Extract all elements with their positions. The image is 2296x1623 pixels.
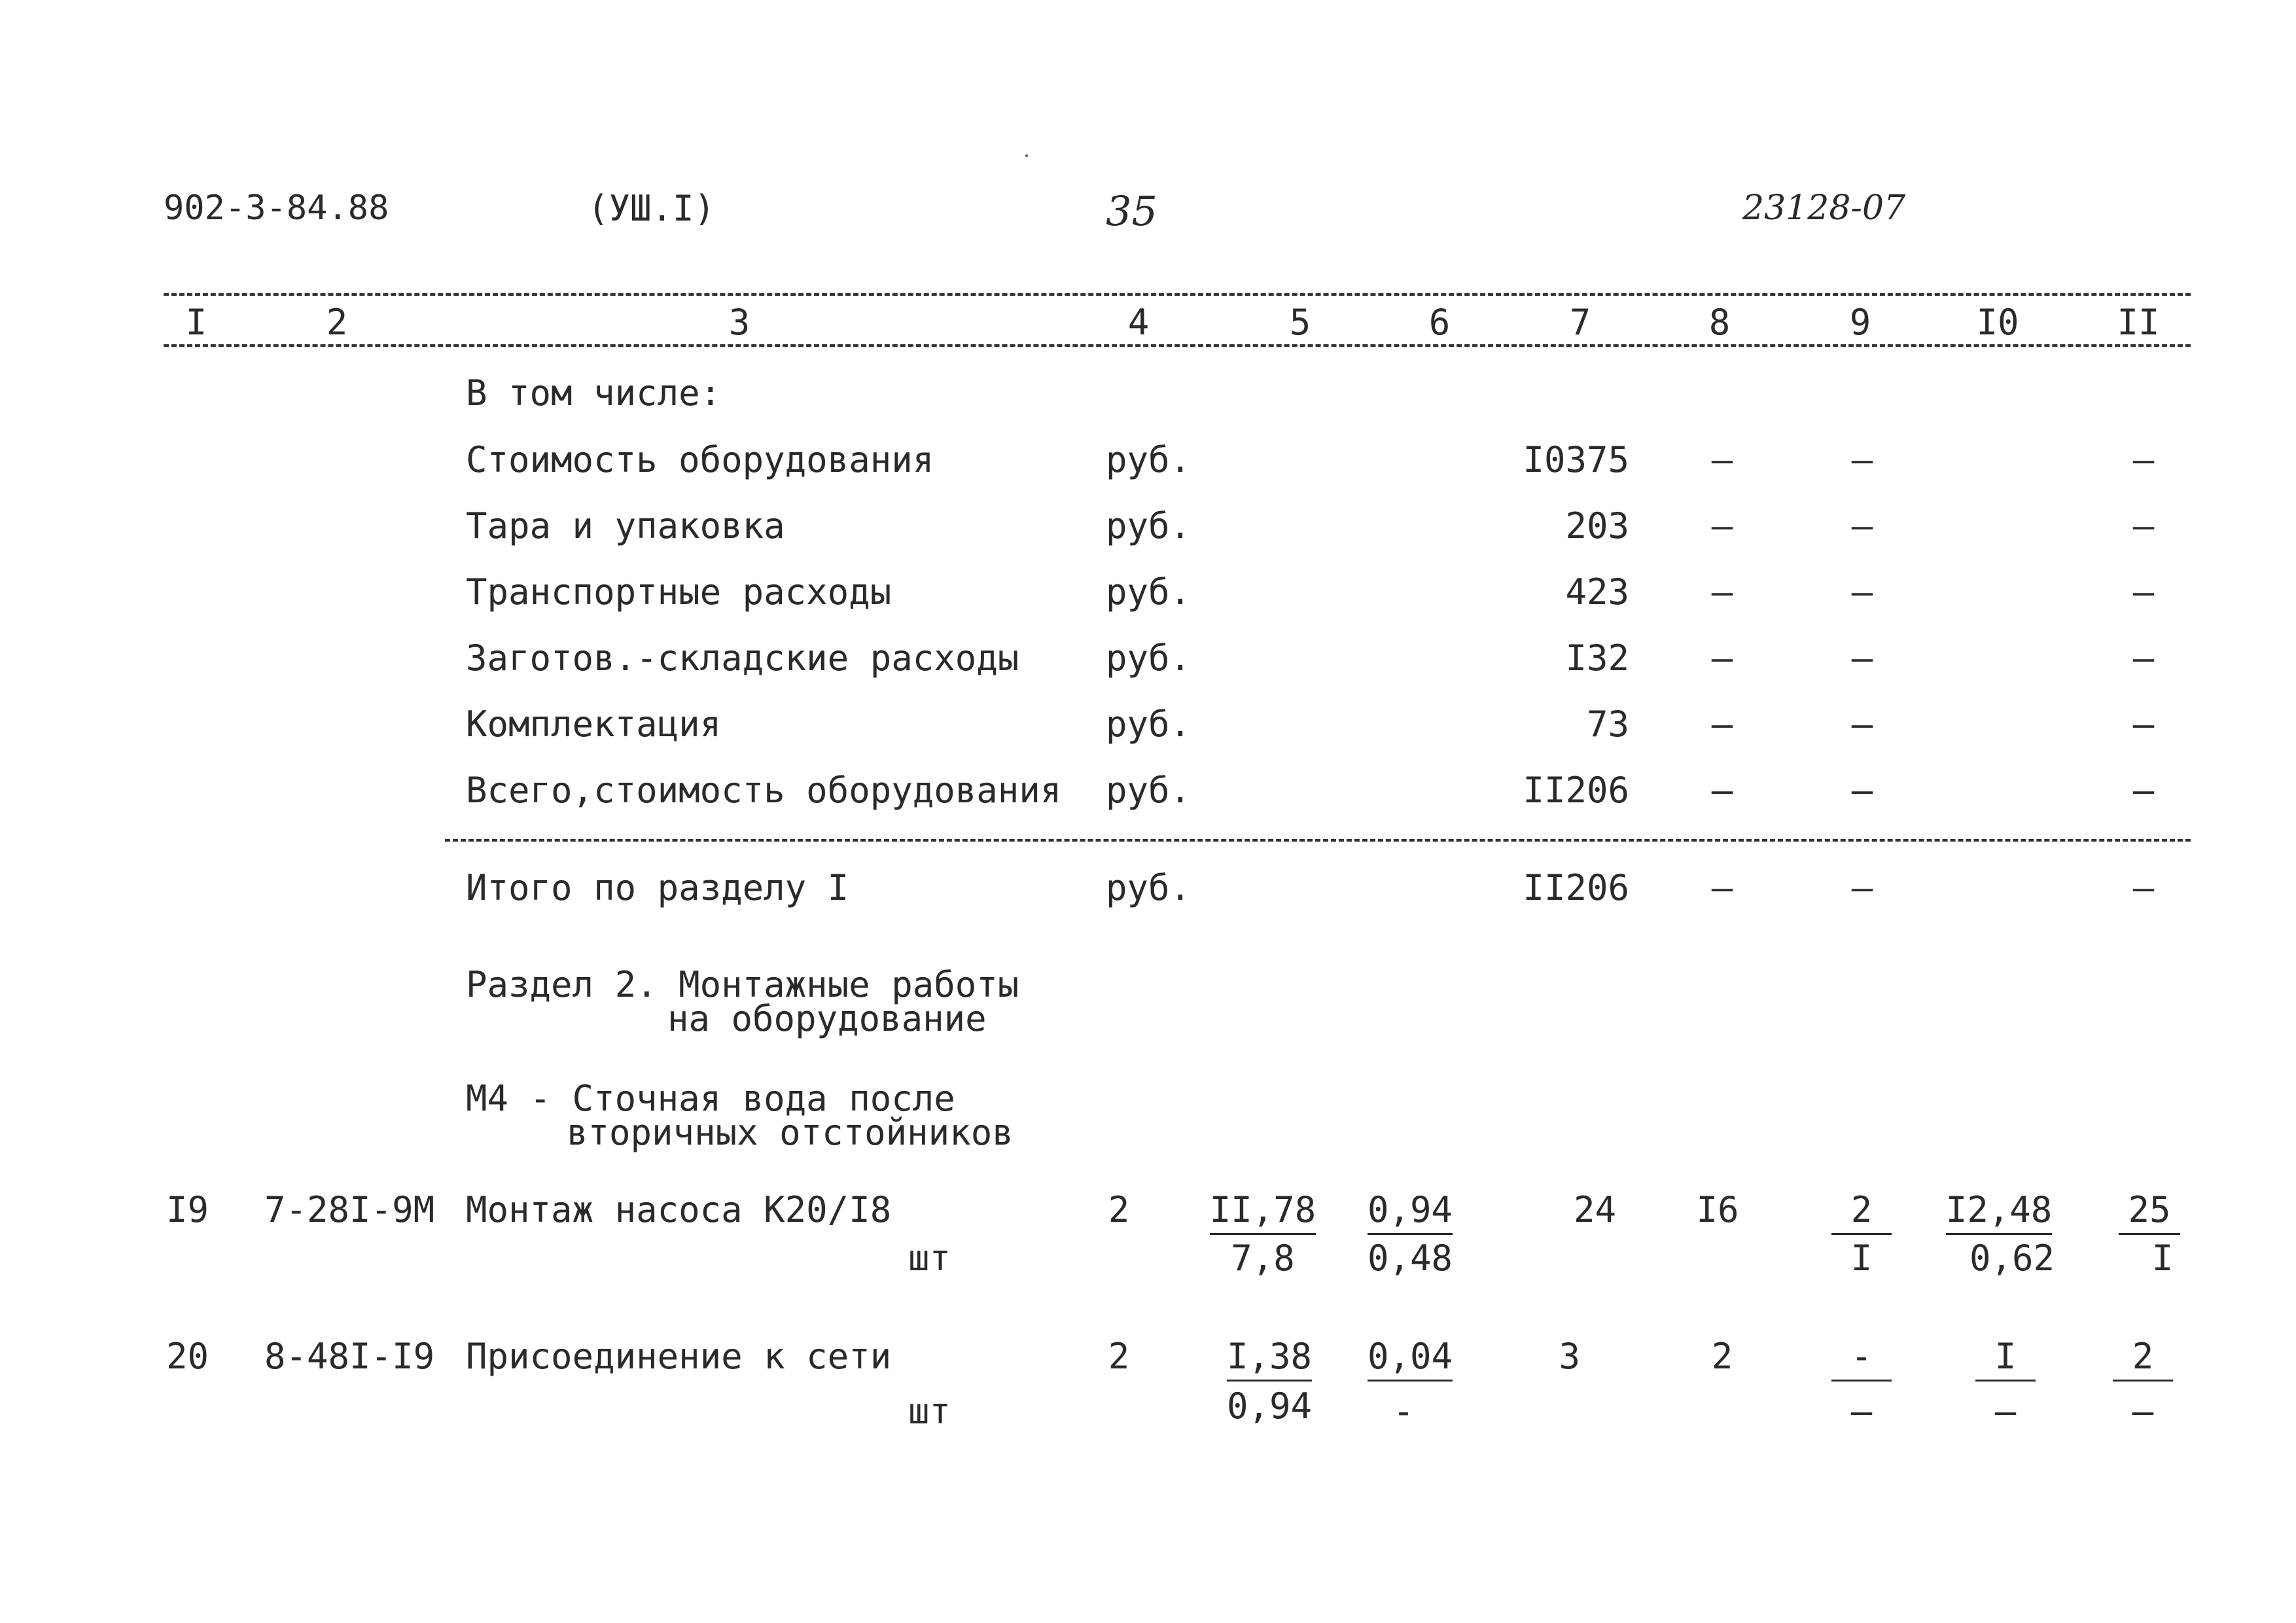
column-header-1: I xyxy=(185,302,207,343)
item-col11-top-value: 25 xyxy=(2119,1189,2180,1235)
row-name: Стоимость оборудования xyxy=(466,439,934,480)
column-header-11: II xyxy=(2117,302,2160,343)
section-reference: (УШ.I) xyxy=(588,188,716,229)
item-col9-top xyxy=(1829,1336,1894,1377)
total-col8: – xyxy=(1711,867,1733,908)
item-code: 7-28I-9М xyxy=(264,1189,435,1230)
item-name: Присоединение к сети xyxy=(466,1336,892,1377)
document-code: 902-3-84.88 xyxy=(164,188,389,228)
item-col10-top xyxy=(1943,1336,2068,1377)
total-col9: – xyxy=(1851,867,1873,908)
subsection-title: М4 - Сточная вода после xyxy=(466,1078,955,1119)
column-header-3: 3 xyxy=(728,302,751,343)
row-col8: – xyxy=(1711,637,1733,679)
item-col5-top-value: II,78 xyxy=(1210,1189,1316,1235)
row-name: Тара и упаковка xyxy=(466,505,785,546)
row-col11: – xyxy=(2132,704,2155,745)
row-unit: руб. xyxy=(1106,704,1192,745)
section-title: Раздел 2. Монтажные работы xyxy=(466,964,1019,1005)
item-col5-bottom: 7,8 xyxy=(1231,1238,1295,1279)
row-unit: руб. xyxy=(1106,637,1192,679)
row-col11: – xyxy=(2132,637,2155,679)
row-col9: – xyxy=(1851,704,1873,745)
row-col9: – xyxy=(1851,505,1873,546)
row-col11: – xyxy=(2132,439,2155,480)
row-name: Всего,стоимость оборудования xyxy=(466,770,1062,811)
item-col11-bottom: – xyxy=(2132,1391,2154,1432)
item-col5-top xyxy=(1204,1336,1335,1377)
item-unit: шт xyxy=(908,1391,951,1432)
column-header-7: 7 xyxy=(1569,302,1591,343)
row-col9: – xyxy=(1851,770,1873,811)
item-col6-top xyxy=(1341,1336,1479,1377)
reference-number: 23128-07 xyxy=(1742,188,1906,228)
item-col10-top-value: I xyxy=(1975,1336,2036,1382)
item-name: Монтаж насоса К20/I8 xyxy=(466,1189,892,1230)
item-col9-bottom: – xyxy=(1850,1391,1873,1432)
subtotal-rule xyxy=(445,839,2191,842)
header-bottom-rule xyxy=(164,344,2191,347)
row-col11: – xyxy=(2132,770,2155,811)
row-cost: I32 xyxy=(1565,637,1629,679)
item-col6-top xyxy=(1341,1189,1479,1230)
row-col9: – xyxy=(1851,637,1873,679)
row-col8: – xyxy=(1711,770,1733,811)
item-col5-bottom: 0,94 xyxy=(1226,1385,1313,1427)
column-header-8: 8 xyxy=(1708,302,1731,343)
row-cost: II206 xyxy=(1523,770,1629,811)
item-code: 8-48I-I9 xyxy=(264,1336,435,1377)
item-quantity: 2 xyxy=(1108,1189,1130,1230)
item-col10-top xyxy=(1937,1189,2061,1230)
item-col10-bottom: 0,62 xyxy=(1969,1238,2055,1279)
item-col5-top-value: I,38 xyxy=(1227,1336,1312,1382)
row-col8: – xyxy=(1711,505,1733,546)
item-col10-bottom: – xyxy=(1994,1391,2017,1432)
column-header-9: 9 xyxy=(1849,302,1871,343)
row-unit: руб. xyxy=(1106,439,1192,480)
item-col9-top-value: - xyxy=(1831,1336,1892,1382)
row-name: Комплектация xyxy=(466,704,722,745)
column-header-5: 5 xyxy=(1289,302,1311,343)
item-col9-bottom: I xyxy=(1850,1238,1873,1279)
item-number: I9 xyxy=(166,1189,209,1230)
item-col9-top xyxy=(1829,1189,1894,1230)
row-unit: руб. xyxy=(1106,571,1192,613)
row-col8: – xyxy=(1711,704,1733,745)
item-col6-bottom: - xyxy=(1392,1391,1415,1432)
item-col11-top xyxy=(2100,1336,2185,1377)
item-col11-bottom: I xyxy=(2151,1238,2174,1279)
item-col11-top-value: 2 xyxy=(2113,1336,2174,1382)
section-title-cont: на оборудование xyxy=(667,998,987,1039)
row-col11: – xyxy=(2132,505,2155,546)
page-number: 35 xyxy=(1106,187,1157,235)
item-col8: 2 xyxy=(1711,1336,1733,1377)
row-unit: руб. xyxy=(1106,770,1192,811)
column-header-4: 4 xyxy=(1127,302,1150,343)
block-intro: В том числе: xyxy=(466,372,722,414)
item-quantity: 2 xyxy=(1108,1336,1130,1377)
scan-speck xyxy=(1025,154,1028,157)
item-col7: 24 xyxy=(1573,1189,1616,1230)
column-header-10: I0 xyxy=(1976,302,2019,343)
row-unit: руб. xyxy=(1106,505,1192,546)
column-header-2: 2 xyxy=(326,302,348,343)
row-name: Транспортные расходы xyxy=(466,571,892,613)
row-col9: – xyxy=(1851,439,1873,480)
header-top-rule xyxy=(164,293,2191,296)
item-col6-top-value: 0,94 xyxy=(1368,1189,1453,1235)
total-name: Итого по разделу I xyxy=(466,867,849,908)
row-col8: – xyxy=(1711,439,1733,480)
item-col8: I6 xyxy=(1696,1189,1739,1230)
total-col11: – xyxy=(2132,867,2155,908)
item-col5-top xyxy=(1197,1189,1328,1230)
item-col6-top-value: 0,04 xyxy=(1368,1336,1453,1382)
item-number: 20 xyxy=(166,1336,209,1377)
item-col6-bottom: 0,48 xyxy=(1367,1238,1453,1279)
row-cost: 203 xyxy=(1565,505,1629,546)
total-cost: II206 xyxy=(1523,867,1629,908)
column-header-6: 6 xyxy=(1428,302,1451,343)
row-col11: – xyxy=(2132,571,2155,613)
row-cost: I0375 xyxy=(1523,439,1629,480)
total-unit: руб. xyxy=(1106,867,1192,908)
row-cost: 73 xyxy=(1586,704,1629,745)
subsection-title-cont: вторичных отстойников xyxy=(567,1112,1014,1153)
item-col10-top-value: I2,48 xyxy=(1946,1189,2053,1235)
item-col9-top-value: 2 xyxy=(1831,1189,1892,1235)
row-col9: – xyxy=(1851,571,1873,613)
row-cost: 423 xyxy=(1565,571,1629,613)
row-col8: – xyxy=(1711,571,1733,613)
item-col7: 3 xyxy=(1559,1336,1580,1377)
item-unit: шт xyxy=(908,1238,951,1279)
item-col11-top xyxy=(2107,1189,2192,1230)
row-name: Заготов.-складские расходы xyxy=(466,637,1019,679)
